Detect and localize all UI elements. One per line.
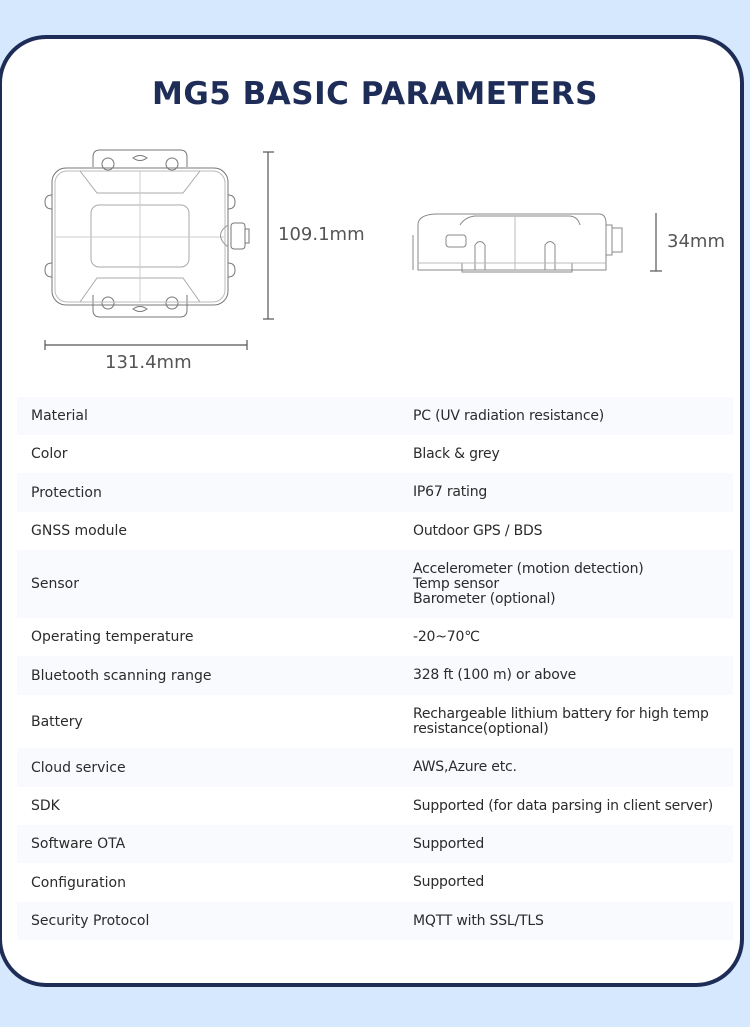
device-top-view-drawing <box>35 145 295 375</box>
spec-key: Material <box>31 408 88 424</box>
table-row <box>17 435 733 473</box>
spec-key: SDK <box>31 798 60 814</box>
spec-key: Bluetooth scanning range <box>31 667 212 684</box>
spec-key: Cloud service <box>31 759 126 776</box>
spec-value: AWS,Azure etc. <box>413 759 517 775</box>
table-row <box>17 863 733 902</box>
spec-value: -20~70℃ <box>413 628 480 645</box>
table-row <box>17 695 733 748</box>
table-row <box>17 512 733 550</box>
spec-key: Protection <box>31 484 102 501</box>
spec-value: IP67 rating <box>413 484 488 500</box>
table-row <box>17 618 733 656</box>
spec-value: PC (UV radiation resistance) <box>413 407 605 424</box>
table-row <box>17 902 733 940</box>
table-row <box>17 550 733 618</box>
height-dimension-label: 109.1mm <box>278 224 365 245</box>
table-row <box>17 473 733 512</box>
device-side-view-drawing <box>410 205 670 280</box>
spec-value: Supported (for data parsing in client server) <box>413 797 713 814</box>
spec-value: Black & grey <box>413 445 500 462</box>
specs-table <box>17 397 733 940</box>
spec-key: Configuration <box>31 874 126 891</box>
spec-value: Rechargeable lithium battery for high temp resistance(optional) <box>413 705 709 737</box>
spec-key: Color <box>31 446 68 462</box>
spec-key: Security Protocol <box>31 913 150 929</box>
spec-value: Supported <box>413 874 485 890</box>
table-row <box>17 825 733 863</box>
spec-key: Operating temperature <box>31 629 194 645</box>
spec-value: 328 ft (100 m) or above <box>413 667 577 683</box>
spec-key: GNSS module <box>31 523 128 539</box>
spec-key: Software OTA <box>31 836 126 852</box>
table-row <box>17 397 733 435</box>
table-row <box>17 748 733 787</box>
spec-value: MQTT with SSL/TLS <box>413 912 544 929</box>
table-row <box>17 787 733 825</box>
spec-value: Accelerometer (motion detection) Temp sensor Barometer (optional) <box>413 560 644 607</box>
width-dimension-label: 131.4mm <box>105 352 192 373</box>
spec-value: Outdoor GPS / BDS <box>413 522 543 539</box>
table-row <box>17 656 733 695</box>
spec-key: Battery <box>31 713 83 730</box>
thickness-dimension-label: 34mm <box>667 231 725 252</box>
page-title: MG5 BASIC PARAMETERS <box>152 76 598 112</box>
spec-value: Supported <box>413 835 485 852</box>
spec-key: Sensor <box>31 576 79 592</box>
